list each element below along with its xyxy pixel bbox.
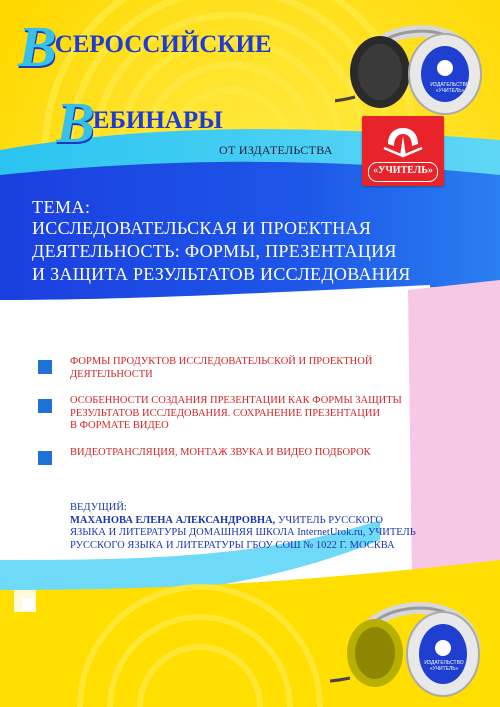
logo-text: «УЧИТЕЛЬ» <box>368 162 438 182</box>
brand-word-1: СЕРОССИЙСКИЕ <box>54 31 272 58</box>
list-item <box>38 447 458 460</box>
topic-block <box>32 197 492 286</box>
brand-word-2: ЕБИНАРЫ <box>92 107 223 134</box>
brand-capital-2: В <box>56 90 95 155</box>
topic-line-2: ДЕЯТЕЛЬНОСТЬ: ФОРМЫ, ПРЕЗЕНТАЦИЯ <box>32 241 397 261</box>
bullet-text-line: ВИДЕОТРАНСЛЯЦИЯ, МОНТАЖ ЗВУКА И ВИДЕО ПОДБОРОК <box>70 446 371 458</box>
bullet-text-line: В ФОРМАТЕ ВИДЕО <box>70 420 169 431</box>
bullet-text-line: РЕЗУЛЬТАТОВ ИССЛЕДОВАНИЯ. СОХРАНЕНИЕ ПРЕЗЕНТАЦИИ <box>70 407 381 419</box>
speaker-label: ВЕДУЩИЙ: <box>70 502 127 513</box>
headset-icon <box>335 2 495 122</box>
speaker-name: МАХАНОВА ЕЛЕНА АЛЕКСАНДРОВНА, <box>70 514 276 526</box>
brand-title <box>18 14 272 155</box>
speaker-block <box>70 502 470 552</box>
bullet-text-line: ОСОБЕННОСТИ СОЗДАНИЯ ПРЕЗЕНТАЦИИ КАК ФОРМЫ ЗАЩИТЫ <box>70 395 402 406</box>
bullet-square-icon <box>38 360 52 374</box>
bullet-square-icon <box>38 399 52 413</box>
speaker-desc-1: УЧИТЕЛЬ РУССКОГО <box>275 514 383 526</box>
bullet-text-line: ФОРМЫ ПРОДУКТОВ ИССЛЕДОВАТЕЛЬСКОЙ И ПРОЕКТНОЙ <box>70 356 373 367</box>
topic-line-3: И ЗАЩИТА РЕЗУЛЬТАТОВ ИССЛЕДОВАНИЯ <box>32 264 411 284</box>
speaker-line-1 <box>70 515 470 528</box>
book-icon <box>362 122 444 160</box>
brand-capital-1: В <box>18 14 57 79</box>
list-item <box>38 356 458 381</box>
speaker-desc-2: ЯЗЫКА И ЛИТЕРАТУРЫ ДОМАШНЯЯ ШКОЛА InternetUrok.ru, УЧИТЕЛЬ <box>70 527 416 538</box>
topic-line-1: ИССЛЕДОВАТЕЛЬСКАЯ И ПРОЕКТНАЯ <box>32 218 372 238</box>
speaker-desc-3: РУССКОГО ЯЗЫКА И ЛИТЕРАТУРЫ ГБОУ СОШ № 1022 Г. МОСКВА <box>70 539 395 551</box>
bullet-text-line: ДЕЯТЕЛЬНОСТИ <box>70 368 153 380</box>
bullet-list <box>38 356 458 473</box>
publisher-logo <box>362 116 444 186</box>
publisher-label: ОТ ИЗДАТЕЛЬСТВА <box>219 143 333 157</box>
bullet-square-icon <box>38 451 52 465</box>
topic-label: ТЕМА: <box>32 197 91 217</box>
headset-badge-bottom: ИЗДАТЕЛЬСТВО «УЧИТЕЛЬ» <box>424 660 464 672</box>
list-item <box>38 395 458 433</box>
headset-badge: ИЗДАТЕЛЬСТВО «УЧИТЕЛЬ» <box>430 82 470 94</box>
headset-bottom-icon <box>330 578 495 703</box>
